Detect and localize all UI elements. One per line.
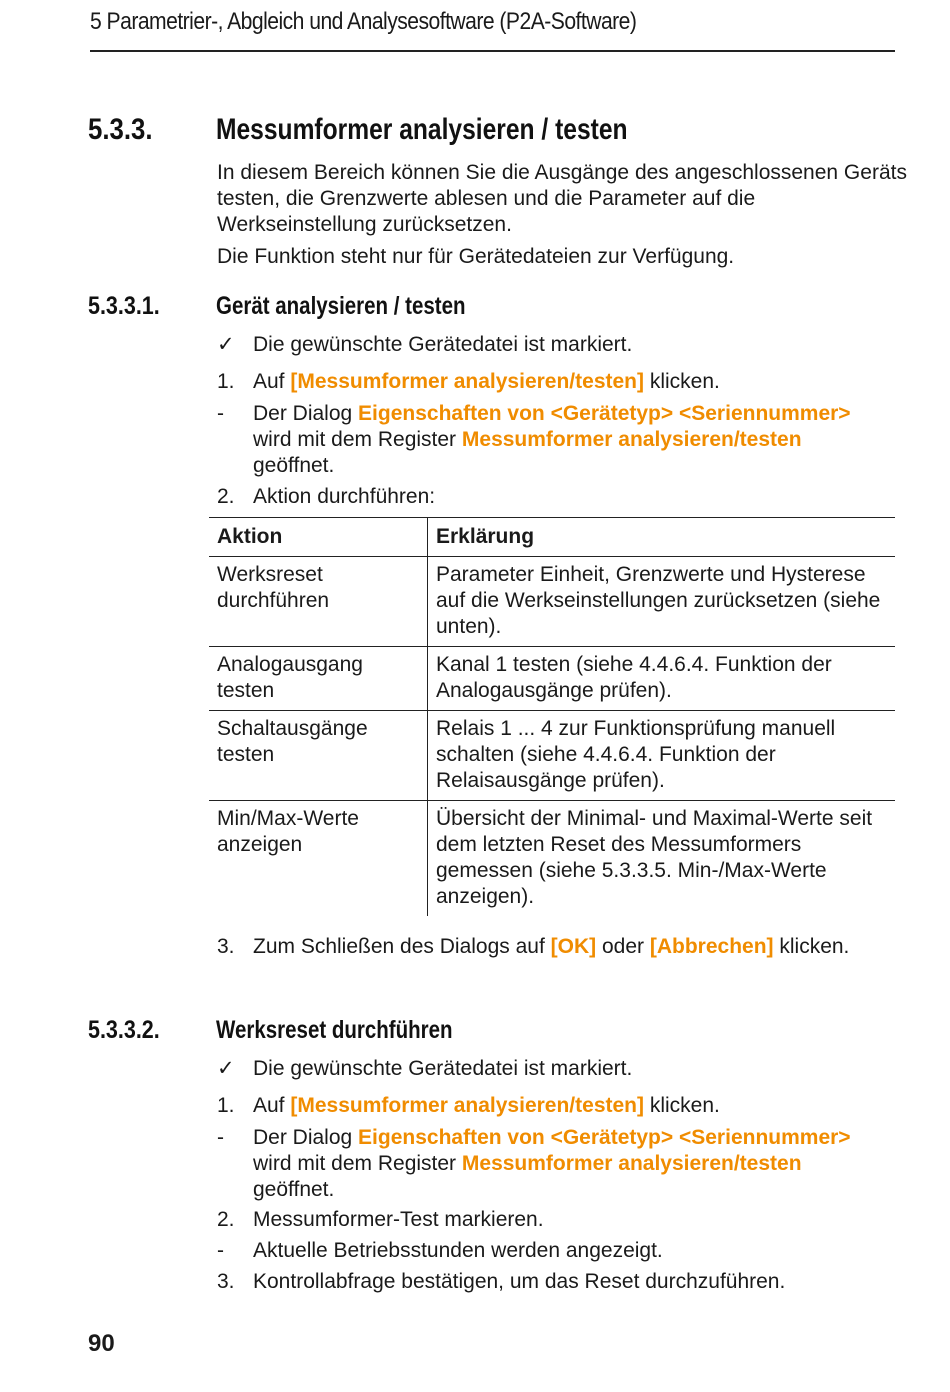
result-text: Aktuelle Betriebsstunden werden angezeigt. (253, 1239, 663, 1262)
section-heading (88, 112, 628, 148)
step-text: Zum Schließen des Dialogs auf (253, 935, 551, 958)
subsection-2-heading (88, 1014, 453, 1046)
subsection-2-title: Werksreset durchführen (216, 1016, 453, 1044)
step-text: Auf (253, 370, 291, 393)
result-text: geöffnet. (253, 454, 335, 477)
subsection-2-number: 5.3.3.2. (88, 1016, 160, 1044)
sub2-precondition-text: Die gewünschte Gerätedatei ist markiert. (253, 1057, 633, 1080)
step-number: 1. (217, 370, 235, 393)
subsection-1-number: 5.3.3.1. (88, 292, 160, 320)
step-text: Kontrollabfrage bestätigen, um das Reset durchzuführen. (253, 1270, 786, 1293)
subsection-1-title: Gerät analysieren / testen (216, 292, 466, 320)
explanation-cell: Relais 1 ... 4 zur Funktionsprüfung manuell schalten (siehe 4.4.6.4. Funktion der Relaisausgänge prüfen). (428, 711, 896, 801)
column-header-explanation: Erklärung (428, 518, 896, 557)
result-text: wird mit dem Register (253, 1152, 462, 1175)
section-intro: In diesem Bereich können Sie die Ausgänge des angeschlossenen Geräts testen, die Grenzwerte ablesen und die Parameter auf die Werkseinstellung zurücksetzen. (217, 161, 907, 236)
check-icon: ✓ (217, 1057, 235, 1080)
step-text: klicken. (773, 935, 850, 958)
tab-reference: Messumformer analysieren/testen (461, 428, 802, 451)
explanation-cell: Kanal 1 testen (siehe 4.4.6.4. Funktion der Analogausgänge prüfen). (428, 647, 896, 711)
step-number: 1. (217, 1094, 235, 1117)
button-reference: [Messumformer analysieren/testen] (290, 1094, 644, 1117)
action-table (209, 517, 895, 916)
step-text: klicken. (644, 370, 720, 393)
step-text: Auf (253, 1094, 291, 1117)
column-header-action: Aktion (209, 518, 428, 557)
button-reference: [OK] (550, 935, 597, 958)
page-number: 90 (88, 1330, 115, 1357)
result-dash: - (217, 1126, 224, 1149)
step-text: klicken. (644, 1094, 720, 1117)
step-number: 2. (217, 485, 235, 508)
subsection-1-heading (88, 290, 466, 322)
button-reference: [Abbrechen] (649, 935, 774, 958)
step-text: Aktion durchführen: (253, 485, 436, 508)
table-row (209, 647, 895, 711)
step-text: Messumformer-Test markieren. (253, 1208, 544, 1231)
step-number: 2. (217, 1208, 235, 1231)
result-dash: - (217, 402, 224, 425)
section-number: 5.3.3. (88, 113, 153, 146)
running-title: 5 Parametrier-, Abgleich und Analysesoftware (P2A-Software) (90, 8, 637, 35)
result-text: Der Dialog (253, 402, 359, 425)
check-icon: ✓ (217, 333, 235, 356)
running-header (90, 6, 895, 52)
step-number: 3. (217, 1270, 235, 1293)
explanation-cell: Parameter Einheit, Grenzwerte und Hysterese auf die Werkseinstellungen zurücksetzen (siehe unten). (428, 557, 896, 647)
result-text: geöffnet. (253, 1178, 335, 1201)
action-cell: Analogausgang testen (209, 647, 428, 711)
result-text: wird mit dem Register (253, 428, 462, 451)
result-dash: - (217, 1239, 224, 1262)
action-cell: Min/Max-Werte anzeigen (209, 801, 428, 917)
step-number: 3. (217, 935, 235, 958)
section-note: Die Funktion steht nur für Gerätedateien zur Verfügung. (217, 245, 735, 268)
sub1-precondition-text: Die gewünschte Gerätedatei ist markiert. (253, 333, 633, 356)
section-title: Messumformer analysieren / testen (216, 113, 628, 146)
dialog-reference: Eigenschaften von <Gerätetyp> <Seriennummer> (358, 1126, 851, 1149)
dialog-reference: Eigenschaften von <Gerätetyp> <Seriennummer> (358, 402, 851, 425)
table-row (209, 711, 895, 801)
table-row (209, 557, 895, 647)
explanation-cell: Übersicht der Minimal- und Maximal-Werte seit dem letzten Reset des Messumformers gemessen (siehe 5.3.3.5. Min-/Max-Werte anzeigen). (436, 807, 873, 908)
action-cell: Schaltausgänge testen (209, 711, 428, 801)
step-text: oder (596, 935, 650, 958)
table-header-row (209, 518, 895, 557)
button-reference: [Messumformer analysieren/testen] (290, 370, 644, 393)
result-text: Der Dialog (253, 1126, 359, 1149)
action-cell: Werksreset durchführen (209, 557, 428, 647)
table-row (209, 801, 895, 917)
tab-reference: Messumformer analysieren/testen (461, 1152, 802, 1175)
